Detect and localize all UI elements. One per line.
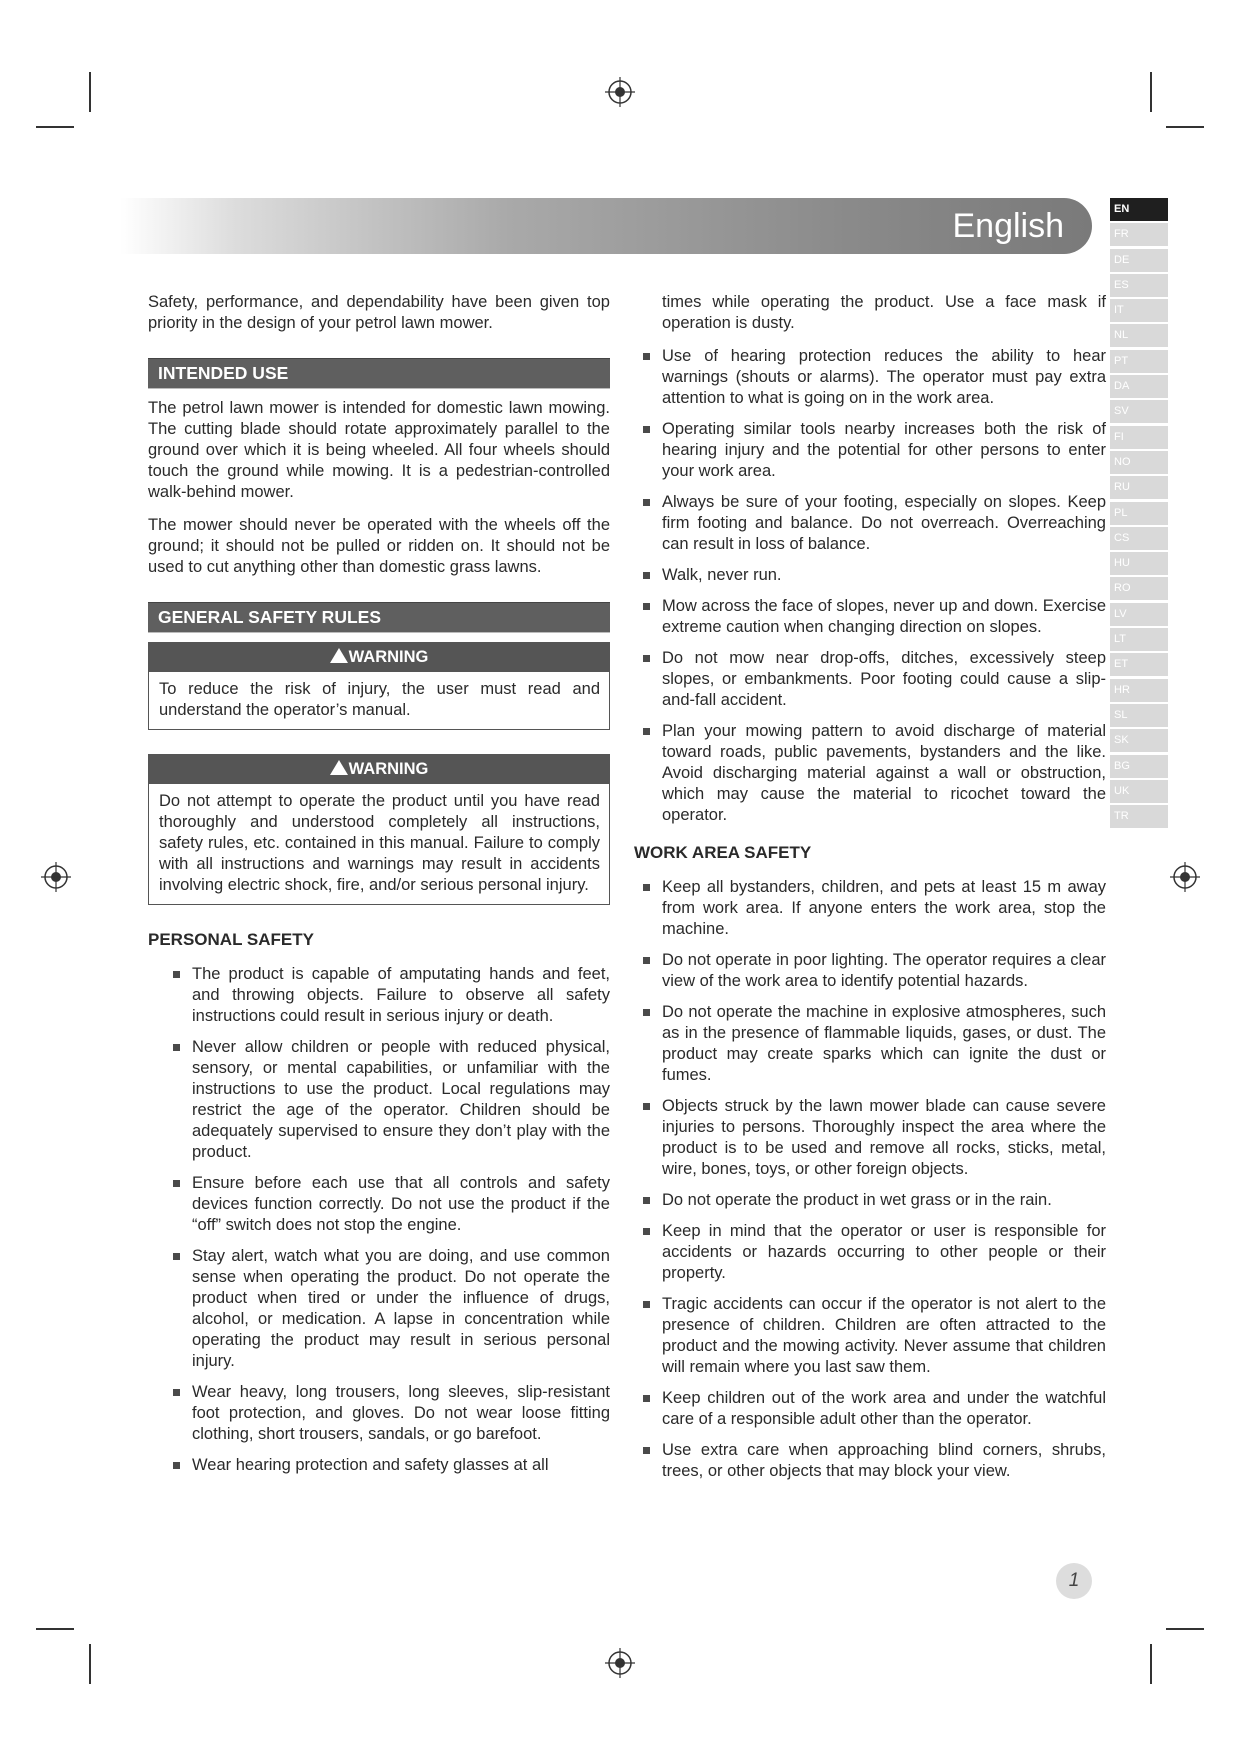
warning-triangle-icon <box>330 648 348 663</box>
list-item: Operating similar tools nearby increases both the risk of hearing injury and the potential for other persons to enter your work area. <box>634 419 1106 482</box>
page-number: 1 <box>1056 1563 1092 1599</box>
list-item: Walk, never run. <box>634 565 1106 586</box>
lang-tab-tr[interactable]: TR <box>1110 805 1168 828</box>
work-area-safety-list <box>634 877 1106 1482</box>
crop-mark <box>36 126 74 128</box>
intended-use-heading: INTENDED USE <box>148 358 610 388</box>
crop-mark <box>89 72 91 112</box>
warning-box <box>148 754 610 905</box>
registration-mark-icon <box>605 1648 635 1678</box>
intended-use-paragraph: The petrol lawn mower is intended for domestic lawn mowing. The cutting blade should rotate approximately parallel to the ground over which it is being wheeled. All four wheels should touch the ground while mowing. It is a pedestrian-controlled walk-behind mower. <box>148 399 610 501</box>
lang-tab-ro[interactable]: RO <box>1110 577 1168 600</box>
list-item: Objects struck by the lawn mower blade can cause severe injuries to persons. Thoroughly inspect the area where the product is to be used and remove all rocks, sticks, metal, wire, bones, toys, or other foreign objects. <box>634 1096 1106 1180</box>
intro-paragraph: Safety, performance, and dependability have been given top priority in the design of your petrol lawn mower. <box>148 293 610 332</box>
language-header-band <box>120 198 1092 254</box>
list-item: Stay alert, watch what you are doing, and use common sense when operating the product. Do not operate the product when tired or under the influence of drugs, alcohol, or medication. A lapse in concentration while operating the product may result in serious personal injury. <box>164 1246 610 1372</box>
lang-tab-pl[interactable]: PL <box>1110 502 1168 525</box>
list-item: Wear heavy, long trousers, long sleeves, slip-resistant foot protection, and gloves. Do not wear loose fitting clothing, short trousers, sandals, or go barefoot. <box>164 1382 610 1445</box>
list-item: Never allow children or people with reduced physical, sensory, or mental capabilities, or unfamiliar with the instructions to use the product. Local regulations may restrict the age of the operator. Children should be adequately supervised to ensure they don’t play with the product. <box>164 1037 610 1163</box>
lang-tab-hr[interactable]: HR <box>1110 679 1168 702</box>
left-column <box>148 292 610 1486</box>
lang-tab-de[interactable]: DE <box>1110 249 1168 272</box>
lang-tab-hu[interactable]: HU <box>1110 552 1168 575</box>
crop-mark <box>89 1644 91 1684</box>
list-item: The product is capable of amputating hands and feet, and throwing objects. Failure to observe all safety instructions could result in serious injury or death. <box>164 964 610 1027</box>
warning-box <box>148 642 610 730</box>
lang-tab-nl[interactable]: NL <box>1110 324 1168 347</box>
intended-use-paragraph: The mower should never be operated with the wheels off the ground; it should not be pulled or ridden on. It should not be used to cut anything other than domestic grass lawns. <box>148 516 610 576</box>
list-item: Use of hearing protection reduces the ability to hear warnings (shouts or alarms). The operator must pay extra attention to what is going on in the work area. <box>634 346 1106 409</box>
list-item: Use extra care when approaching blind corners, shrubs, trees, or other objects that may block your view. <box>634 1440 1106 1482</box>
registration-mark-icon <box>41 862 71 892</box>
general-safety-heading: GENERAL SAFETY RULES <box>148 602 610 632</box>
list-item: Keep in mind that the operator or user is responsible for accidents or hazards occurring to other people or their property. <box>634 1221 1106 1284</box>
lang-tab-lv[interactable]: LV <box>1110 603 1168 626</box>
list-item: Mow across the face of slopes, never up and down. Exercise extreme caution when changing direction on slopes. <box>634 596 1106 638</box>
lang-tab-sv[interactable]: SV <box>1110 400 1168 423</box>
list-item: Keep all bystanders, children, and pets at least 15 m away from work area. If anyone enters the work area, stop the machine. <box>634 877 1106 940</box>
list-item: Do not mow near drop-offs, ditches, excessively steep slopes, or embankments. Poor footing could cause a slip-and-fall accident. <box>634 648 1106 711</box>
personal-safety-heading: PERSONAL SAFETY <box>148 930 314 949</box>
warning-title-bar <box>149 755 609 784</box>
list-item: Ensure before each use that all controls and safety devices function correctly. Do not use the product if the “off” switch does not stop the engine. <box>164 1173 610 1236</box>
crop-mark <box>36 1628 74 1630</box>
registration-mark-icon <box>605 77 635 107</box>
lang-tab-it[interactable]: IT <box>1110 299 1168 322</box>
warning-title: WARNING <box>348 648 429 666</box>
lang-tab-sk[interactable]: SK <box>1110 729 1168 752</box>
lang-tab-sl[interactable]: SL <box>1110 704 1168 727</box>
lang-tab-fr[interactable]: FR <box>1110 223 1168 246</box>
list-item: Do not operate in poor lighting. The operator requires a clear view of the work area to identify potential hazards. <box>634 950 1106 992</box>
lang-tab-et[interactable]: ET <box>1110 653 1168 676</box>
personal-safety-list <box>164 964 610 1476</box>
list-item: Always be sure of your footing, especially on slopes. Keep firm footing and balance. Do not overreach. Overreaching can result in loss of balance. <box>634 492 1106 555</box>
crop-mark <box>1166 126 1204 128</box>
lang-tab-ru[interactable]: RU <box>1110 476 1168 499</box>
warning-triangle-icon <box>330 760 348 775</box>
personal-safety-list-continued <box>634 346 1106 826</box>
lang-tab-fi[interactable]: FI <box>1110 426 1168 449</box>
list-item: Do not operate the machine in explosive atmospheres, such as in the presence of flammable liquids, gases, or dust. The product may create sparks which can ignite the dust or fumes. <box>634 1002 1106 1086</box>
lang-tab-da[interactable]: DA <box>1110 375 1168 398</box>
crop-mark <box>1150 72 1152 112</box>
lang-tab-es[interactable]: ES <box>1110 274 1168 297</box>
warning-text: Do not attempt to operate the product until you have read thoroughly and understood completely all instructions, safety rules, etc. contained in this manual. Failure to comply with all instructions and warnings may result in accidents involving electric shock, fire, and/or serious personal injury. <box>159 792 600 894</box>
lang-tab-uk[interactable]: UK <box>1110 780 1168 803</box>
lang-tab-pt[interactable]: PT <box>1110 350 1168 373</box>
list-item: Keep children out of the work area and under the watchful care of a responsible adult other than the operator. <box>634 1388 1106 1430</box>
list-item: Plan your mowing pattern to avoid discharge of material toward roads, public pavements, bystanders and the like. Avoid discharging material against a wall or obstruction, which may cause the material to ricochet toward the operator. <box>634 721 1106 826</box>
continuation-paragraph: times while operating the product. Use a face mask if operation is dusty. <box>662 293 1106 332</box>
list-item: Tragic accidents can occur if the operator is not alert to the presence of children. Children are often attracted to the product and the mowing activity. Never assume that children will remain where you last saw them. <box>634 1294 1106 1378</box>
crop-mark <box>1150 1644 1152 1684</box>
lang-tab-cs[interactable]: CS <box>1110 527 1168 550</box>
list-item: Wear hearing protection and safety glasses at all <box>164 1455 610 1476</box>
right-column <box>634 292 1106 1492</box>
warning-title: WARNING <box>348 760 429 778</box>
warning-title-bar <box>149 643 609 672</box>
lang-tab-en[interactable]: EN <box>1110 198 1168 221</box>
lang-tab-lt[interactable]: LT <box>1110 628 1168 651</box>
registration-mark-icon <box>1170 862 1200 892</box>
lang-tab-no[interactable]: NO <box>1110 451 1168 474</box>
lang-tab-bg[interactable]: BG <box>1110 755 1168 778</box>
language-tabs <box>1110 198 1168 830</box>
warning-text: To reduce the risk of injury, the user must read and understand the operator’s manual. <box>159 680 600 719</box>
header-title: English <box>952 207 1064 245</box>
work-area-safety-heading: WORK AREA SAFETY <box>634 843 812 862</box>
list-item: Do not operate the product in wet grass or in the rain. <box>634 1190 1106 1211</box>
crop-mark <box>1166 1628 1204 1630</box>
